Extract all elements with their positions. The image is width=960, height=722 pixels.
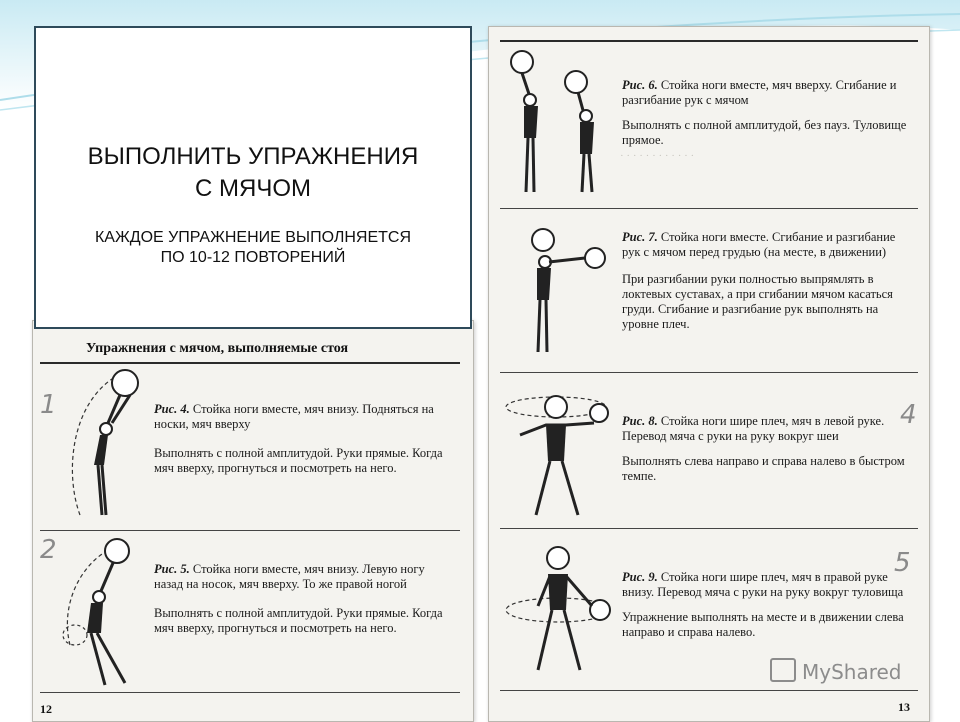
figure-label: Рис. 9.: [622, 570, 658, 584]
figure-label: Рис. 7.: [622, 230, 658, 244]
exercise-instruction: Выполнять с полной амплитудой. Руки прямые. Когда мяч вверху, прогнуться и посмотреть на него.: [154, 446, 443, 475]
exercise-caption-7: [622, 230, 914, 338]
slide-subtitle: [36, 228, 470, 268]
exercise-caption-9: [622, 570, 912, 646]
exercise-instruction: Выполнять с полной амплитудой. Руки прямые. Когда мяч вверху, прогнуться и посмотреть на него.: [154, 606, 443, 635]
subtitle-line-2: ПО 10-12 ПОВТОРЕНИЙ: [160, 249, 346, 266]
bleed-through-text: · · · · · · · · · · · ·: [620, 150, 695, 162]
exercise-caption-6: [622, 78, 912, 154]
exercise-figure-4: [60, 365, 150, 525]
figure-label: Рис. 6.: [622, 78, 658, 92]
divider: [500, 528, 918, 529]
exercise-mark-5: 5: [894, 548, 911, 578]
title-line-1: ВЫПОЛНИТЬ УПРАЖНЕНИЯ: [87, 143, 419, 170]
divider: [500, 208, 918, 209]
slide-title-box: [34, 26, 472, 329]
divider: [500, 372, 918, 373]
exercise-caption-5: [154, 562, 444, 642]
figure-label: Рис. 4.: [154, 402, 190, 416]
figure-label: Рис. 5.: [154, 562, 190, 576]
section-title: Упражнения с мячом, выполняемые стоя: [86, 341, 349, 356]
exercise-figure-6: [500, 42, 610, 202]
exercise-instruction: Выполнять слева направо и справа налево в быстром темпе.: [622, 454, 905, 483]
exercise-figure-7: [505, 222, 615, 362]
exercise-instruction: При разгибании руки полностью выпрямлять в локтевых суставах, а при сгибании мячом касаться груди. Сгибание и разгибание рук выполнять на уровне плеч.: [622, 272, 893, 331]
divider: [40, 530, 460, 531]
watermark: [770, 658, 902, 684]
title-line-2: С МЯЧОМ: [195, 175, 311, 202]
exercise-description: Стойка ноги вместе, мяч внизу. Подняться на носки, мяч вверху: [154, 402, 434, 431]
exercise-description: Стойка ноги шире плеч, мяч в правой руке внизу. Перевод мяча с руки на руку вокруг туловища: [622, 570, 904, 599]
figure-label: Рис. 8.: [622, 414, 658, 428]
exercise-description: Стойка ноги вместе, мяч внизу. Левую ногу назад на носок, мяч вверху. То же правой ногой: [154, 562, 425, 591]
exercise-description: Стойка ноги вместе, мяч вверху. Сгибание и разгибание рук с мячом: [622, 78, 897, 107]
exercise-caption-4: [154, 402, 444, 482]
divider: [500, 690, 918, 691]
slide-title: [36, 141, 470, 205]
exercise-description: Стойка ноги вместе. Сгибание и разгибание рук с мячом перед грудью (на месте, в движении): [622, 230, 896, 259]
exercise-mark-1: 1: [40, 390, 57, 420]
exercise-mark-2: 2: [40, 535, 57, 565]
exercise-instruction: Выполнять с полной амплитудой, без пауз. Туловище прямое.: [622, 118, 907, 147]
exercise-figure-8: [500, 385, 620, 525]
section-rule: [40, 362, 460, 364]
watermark-text: MyShared: [802, 660, 902, 684]
exercise-figure-5: [55, 535, 155, 695]
exercise-instruction: Упражнение выполнять на месте и в движении слева направо и справа налево.: [622, 610, 904, 639]
exercise-figure-9: [500, 540, 620, 680]
presentation-icon: [770, 658, 796, 682]
subtitle-line-1: КАЖДОЕ УПРАЖНЕНИЕ ВЫПОЛНЯЕТСЯ: [94, 229, 412, 246]
page-number-right: 13: [898, 700, 910, 714]
page-number-left: 12: [40, 702, 52, 716]
exercise-description: Стойка ноги шире плеч, мяч в левой руке. Перевод мяча с руки на руку вокруг шеи: [622, 414, 885, 443]
exercise-caption-8: [622, 414, 912, 490]
divider: [40, 692, 460, 693]
exercise-mark-4: 4: [900, 400, 917, 430]
